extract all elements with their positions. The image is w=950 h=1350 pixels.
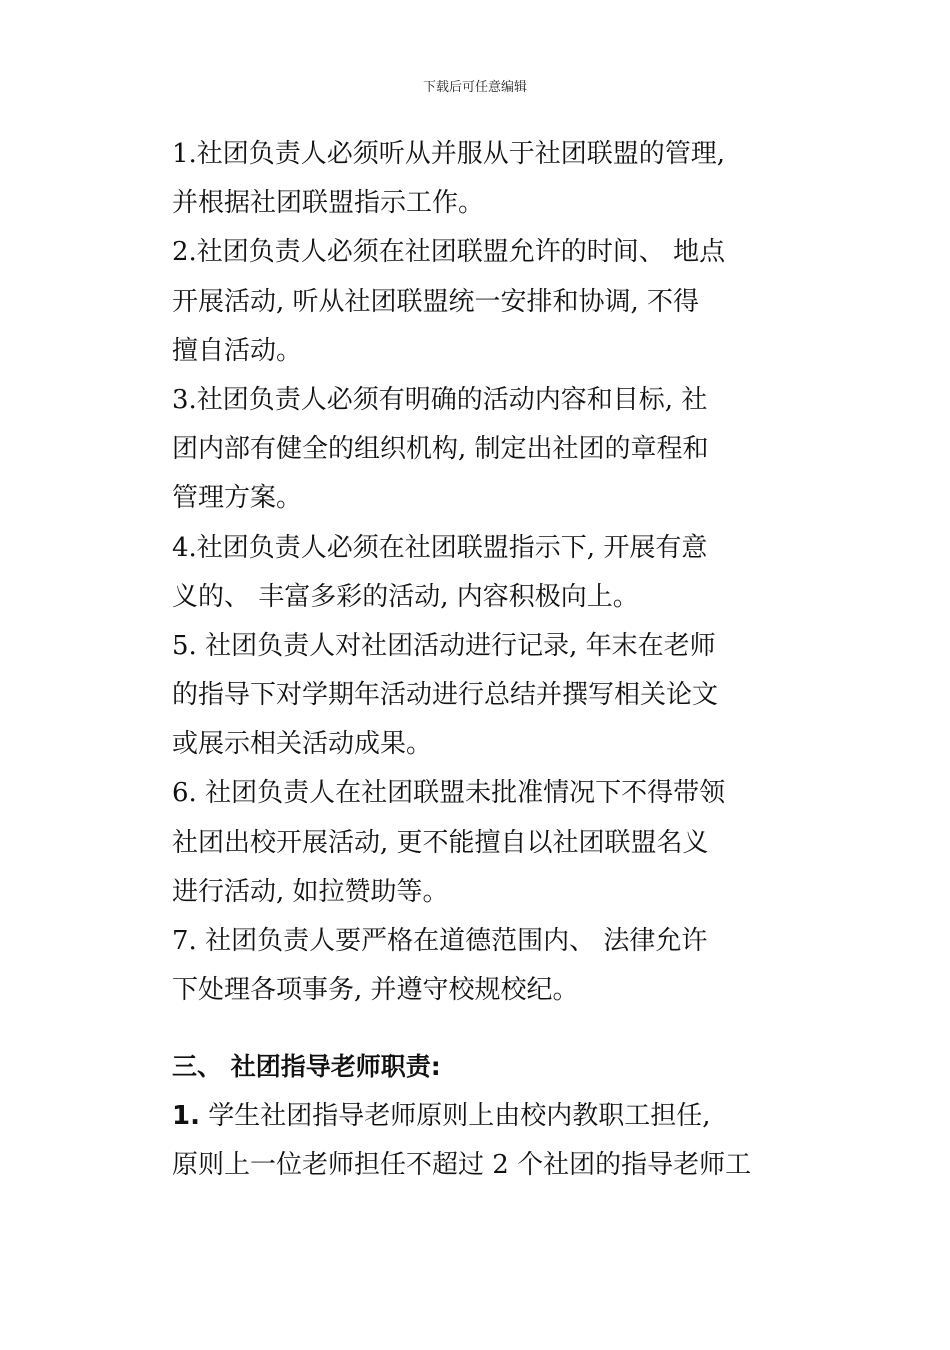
text-line: 并根据社团联盟指示工作。 [172,188,485,219]
text-line: 2.社团负责人必须在社团联盟允许的时间、 地点 [172,237,726,268]
text-line: 6. 社团负责人在社团联盟未批准情况下不得带领 [172,778,726,809]
page-header: 下载后可任意编辑 [422,80,527,95]
text-line: 下处理各项事务, 并遵守校规校纪。 [172,975,579,1006]
text-line: 7. 社团负责人要严格在道德范围内、 法律允许 [172,926,708,956]
text-line: 进行活动, 如拉赞助等。 [172,876,449,907]
text-line: 开展活动, 听从社团联盟统一安排和协调, 不得 [172,286,700,317]
text-line: 社团出校开展活动, 更不能擅自以社团联盟名义 [172,827,709,858]
document-body [172,130,784,1190]
text-line: 管理方案。 [172,483,303,514]
advisor-item-line: 原则上一位老师担任不超过 2 个社团的指导老师工 [172,1149,752,1180]
text-line: 的指导下对学期年活动进行总结并撰写相关论文 [172,680,719,711]
text-line: 3.社团负责人必须有明确的活动内容和目标, 社 [172,384,708,415]
item-text: 学生社团指导老师原则上由校内教职工担任, [199,1100,711,1131]
text-line: 5. 社团负责人对社团活动进行记录, 年末在老师 [172,630,716,661]
advisor-item-line [172,1092,784,1141]
text-line: 擅自活动。 [172,335,303,366]
text-line: 1.社团负责人必须听从并服从于社团联盟的管理, [172,139,726,169]
text-line: 团内部有健全的组织机构, 制定出社团的章程和 [172,434,709,465]
section-spacer [172,1015,784,1042]
text-line: 或展示相关活动成果。 [172,729,433,760]
responsibilities-list [172,130,784,1015]
text-line: 4.社团负责人必须在社团联盟指示下, 开展有意 [172,532,708,563]
text-line: 义的、 丰富多彩的活动, 内容积极向上。 [172,581,639,612]
item-number: 1. [172,1100,200,1131]
section-heading: 三、 社团指导老师职责: [172,1052,441,1082]
